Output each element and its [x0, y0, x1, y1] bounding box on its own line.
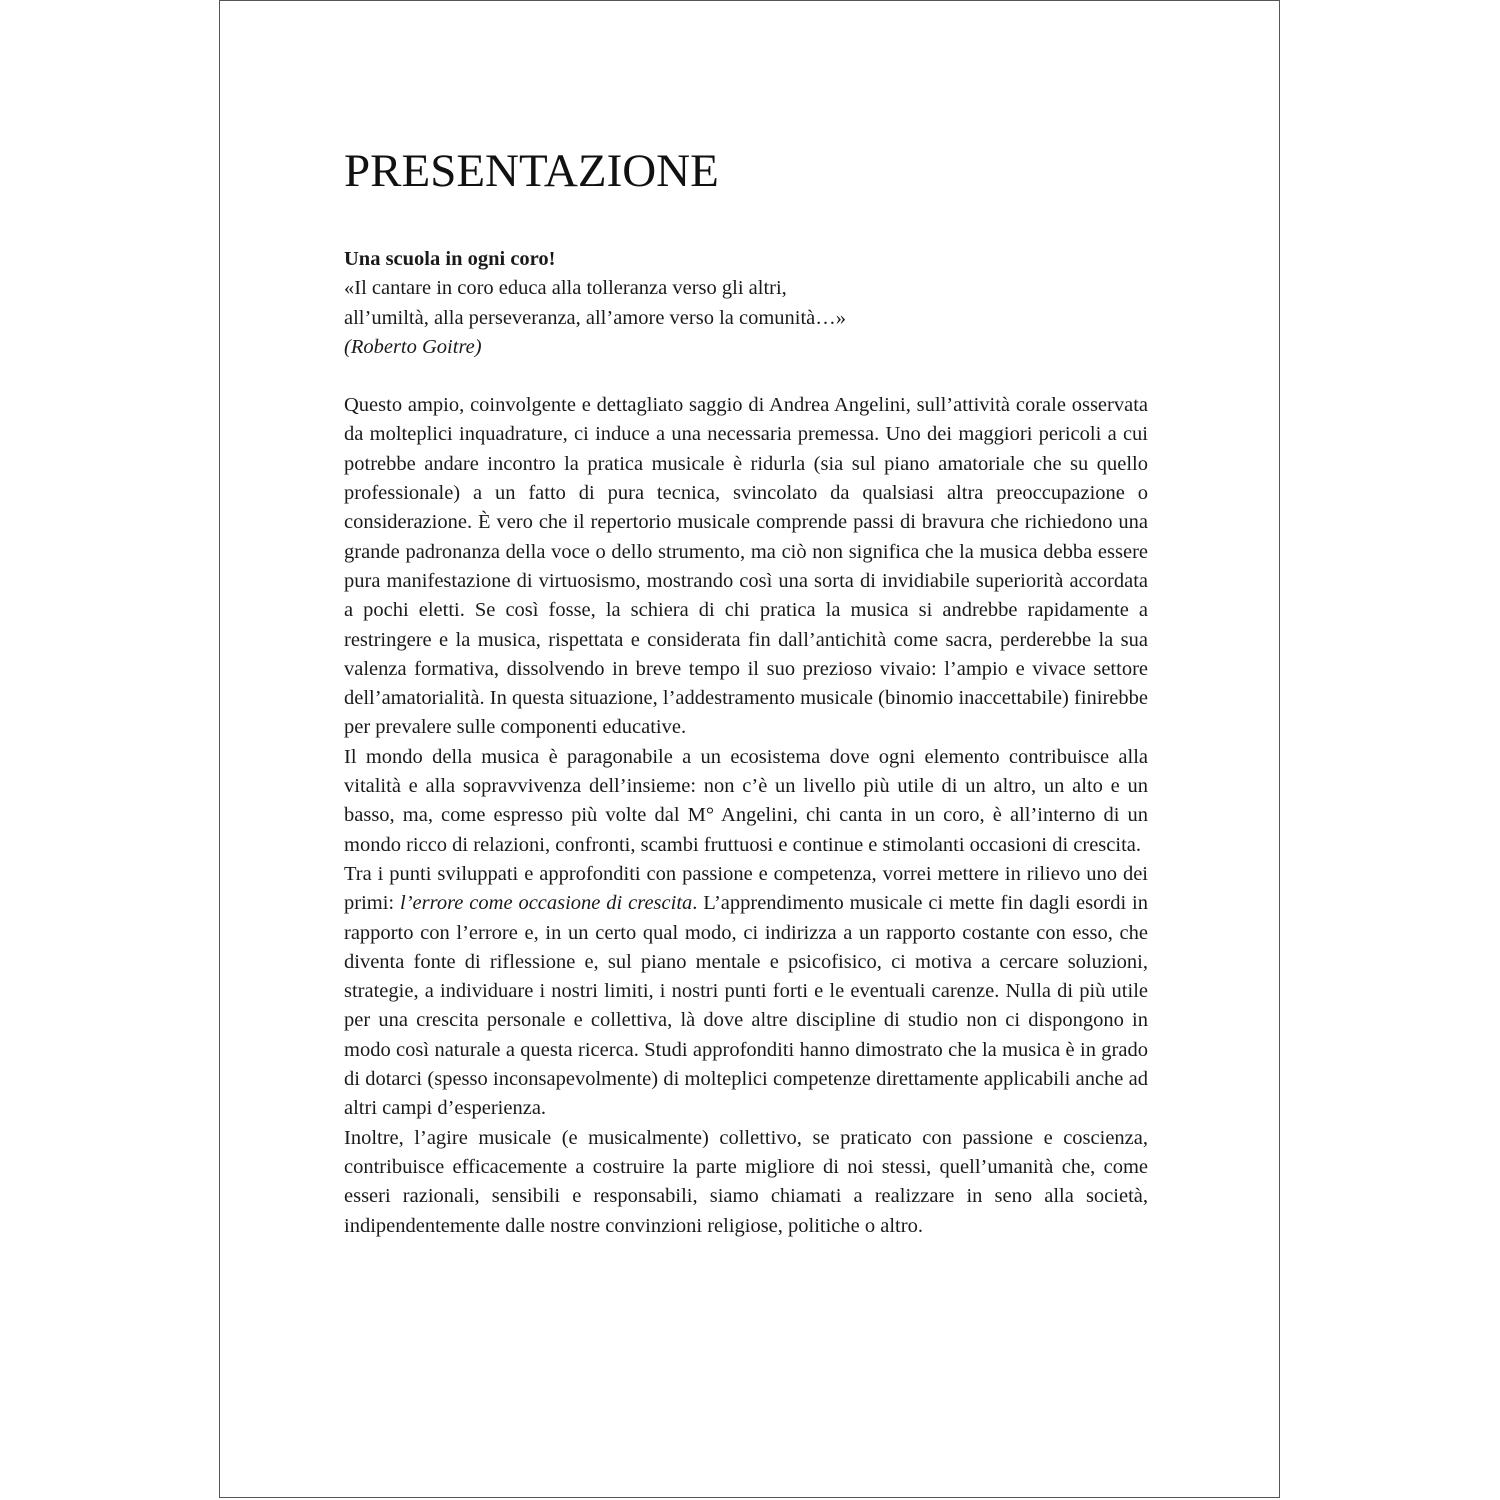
epigraph	[344, 245, 1148, 362]
epigraph-author: (Roberto Goitre)	[344, 335, 482, 358]
paragraph-1: Questo ampio, coinvolgente e dettagliato saggio di Andrea Angelini, sull’attività corale osservata da molteplici inquadrature, ci induce a una necessaria premessa. Uno dei maggiori pericoli a cui potrebbe andare incontro la pratica musicale è ridurla (sia sul piano amatoriale che su quello professionale) a un fatto di pura tecnica, svincolato da qualsiasi altra preoccupazione o considerazione. È vero che il repertorio musicale comprende passi di bravura che richiedono una grande padronanza della voce o dello strumento, ma ciò non significa che la musica debba essere pura manifestazione di virtuosismo, mostrando così una sorta di invidiabile superiorità accordata a pochi eletti. Se così fosse, la schiera di chi pratica la musica si andrebbe rapidamente a restringere e la musica, rispettata e considerata fin dall’antichità come sacra, perderebbe la sua valenza formativa, dissolvendo in breve tempo il suo prezioso vivaio: l’ampio e vivace settore dell’amatorialità. In questa situazione, l’addestramento musicale (binomio inaccettabile) finirebbe per prevalere sulle componenti educative.	[344, 394, 1148, 739]
paragraph-4: Inoltre, l’agire musicale (e musicalmente) collettivo, se praticato con passione e coscienza, contribuisce efficacemente a costruire la parte migliore di noi stessi, quell’umanità che, come esseri razionali, sensibili e responsabili, siamo chiamati a realizzare in seno alla società, indipendentemente dalle nostre convinzioni religiose, politiche o altro.	[344, 1126, 1148, 1237]
epigraph-quote-line-1: «Il cantare in coro educa alla tolleranza verso gli altri,	[344, 277, 787, 300]
page-title: PRESENTAZIONE	[344, 145, 719, 197]
paragraph-3-emphasis: l’errore come occasione di crescita	[400, 892, 693, 915]
paragraph-3	[344, 860, 1148, 1124]
page-content	[344, 139, 1148, 1241]
paragraph-3-text-a: Tra i punti sviluppati e approfonditi con passione e competenza, vorrei mettere in rilievo uno dei primi:	[344, 862, 1148, 915]
body-text	[344, 391, 1148, 1241]
epigraph-quote-line-2: all’umiltà, alla perseveranza, all’amore verso la comunità…»	[344, 306, 847, 329]
epigraph-heading: Una scuola in ogni coro!	[344, 248, 556, 270]
paragraph-2: Il mondo della musica è paragonabile a un ecosistema dove ogni elemento contribuisce alla vitalità e alla sopravvivenza dell’insieme: non c’è un livello più utile di un altro, un alto e un basso, ma, come espresso più volte dal M° Angelini, chi canta in un coro, è all’interno di un mondo ricco di relazioni, confronti, scambi fruttuosi e continue e stimolanti occasioni di crescita.	[344, 745, 1148, 856]
document-page	[219, 0, 1280, 1498]
paragraph-3-text-b: . L’apprendimento musicale ci mette fin dagli esordi in rapporto con l’errore e, in un certo qual modo, ci indirizza a un rapporto costante con esso, che diventa fonte di riflessione e, sul piano mentale e psicofisico, ci motiva a cercare soluzioni, strategie, a individuare i nostri limiti, i nostri punti forti e le eventuali carenze. Nulla di più utile per una crescita personale e collettiva, là dove altre discipline di studio non ci dispongono in modo così naturale a questa ricerca. Studi approfonditi hanno dimostrato che la musica è in grado di dotarci (spesso inconsapevolmente) di molteplici competenze direttamente applicabili anche ad altri campi d’esperienza.	[344, 892, 1148, 1120]
